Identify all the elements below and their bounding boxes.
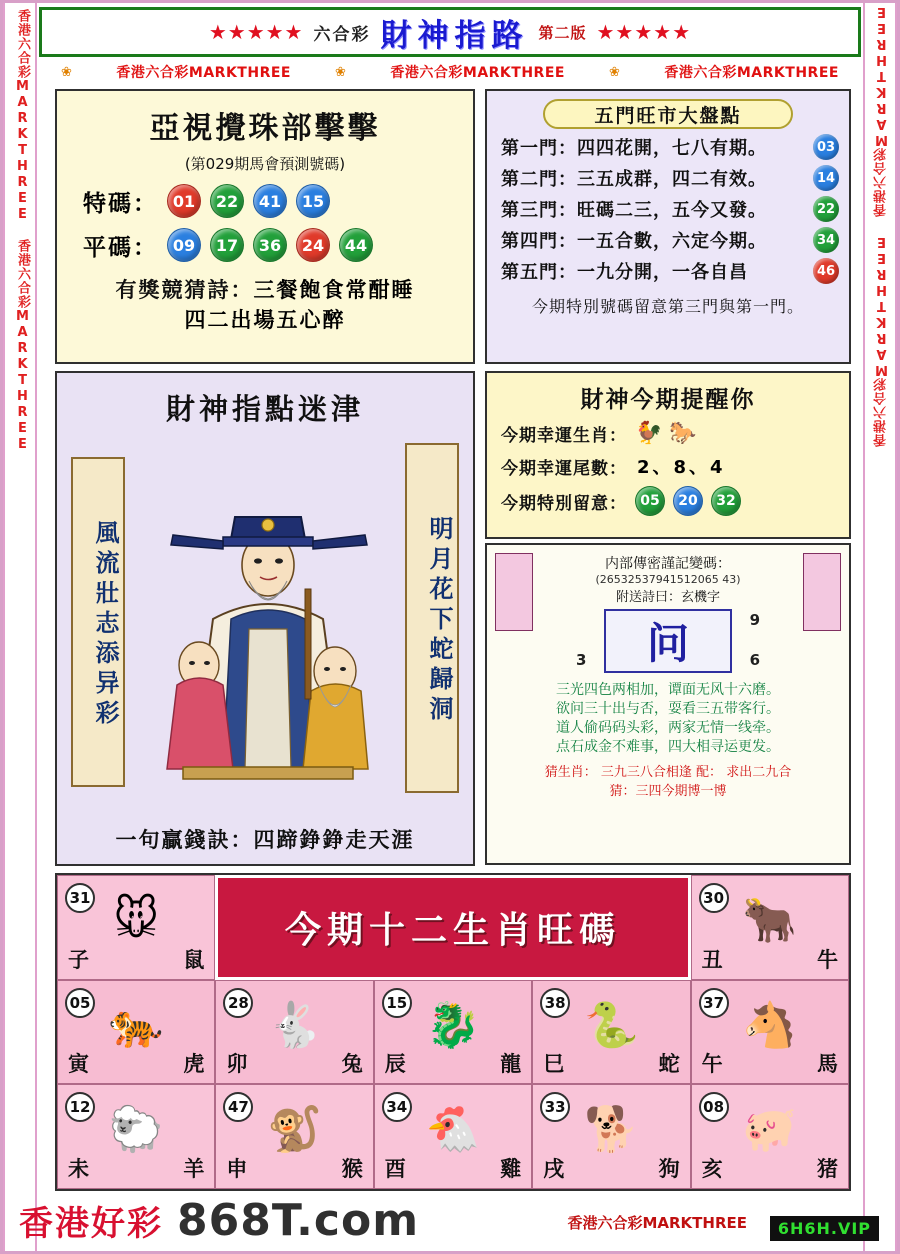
bottom-watermark-bar [3,1189,897,1251]
gate-ball: 14 [813,165,839,191]
zodiac-number: 33 [540,1092,570,1122]
lucky-zodiac-row [501,421,849,446]
banner-item: 香港六合彩MARKTHREE [116,65,291,81]
zodiac-cell-rat[interactable] [57,875,215,980]
secret-red-line: 猜生肖： 三九三八合相逢 配： 求出二九合 [544,765,792,780]
lucky-tail-row [501,453,849,479]
rabbit-icon: 🐇 [267,999,322,1051]
special-watch-row [501,486,849,516]
zodiac-cell-dog[interactable] [532,1084,690,1189]
five-gates-title: 五門旺市大盤點 [543,99,793,129]
special-ball: 41 [253,184,287,218]
special-ball: 15 [296,184,330,218]
mystic-character: 问 [604,609,732,673]
normal-number-row [57,228,473,262]
horse-icon: 🐴 [742,999,798,1051]
flower-icon: ❀ [61,64,73,80]
zodiac-branch: 丑 [701,947,723,972]
zodiac-cell-snake[interactable] [532,980,690,1085]
watermark-domain: 868T.com [177,1194,420,1246]
zodiac-branch: 午 [701,1052,723,1077]
zodiac-grid-panel [55,873,851,1191]
zodiac-branch: 子 [68,947,89,972]
zodiac-name: 馬 [816,1052,838,1077]
reminder-title: 財神今期提醒你 [580,387,756,413]
dragon-icon: 🐉 [425,999,481,1051]
left-marquee-strip [3,3,37,1251]
lucky-tail-value: 2、8、4 [637,457,726,478]
corner-number-bottom-right: 6 [749,651,760,669]
secret-code-panel [485,543,851,865]
pig-icon: 🐖 [742,1104,798,1156]
normal-ball: 09 [167,228,201,262]
zodiac-branch: 巳 [543,1052,565,1077]
zodiac-branch: 亥 [701,1156,723,1181]
banner-item: 香港六合彩MARKTHREE [390,65,565,81]
zodiac-name: 龍 [500,1052,522,1077]
poem-text-1: 三餐飽食常酣睡 [253,278,415,302]
zodiac-name: 猴 [341,1156,363,1181]
gate-text: 第二門：三五成群，四二有效。 [501,169,767,190]
zodiac-name: 蛇 [658,1052,680,1077]
secret-poem-line: 欲问三十出与否，耍看三五带客行。 [556,701,780,717]
zodiac-number: 15 [382,988,412,1018]
normal-ball: 36 [253,228,287,262]
zodiac-branch: 寅 [68,1052,89,1077]
gate-text: 第一門：四四花開，七八有期。 [501,138,767,159]
rooster-icon: 🐔 [425,1104,481,1156]
prediction-panel [55,89,475,364]
zodiac-name: 兔 [341,1052,363,1077]
lucky-zodiac-label: 今期幸運生肖： [501,426,627,446]
poem-label: 有獎競猜詩： [115,278,254,302]
zodiac-branch: 未 [68,1156,89,1181]
door-god-right-icon [803,553,841,631]
prediction-title: 亞視攪珠部擊擊 [149,111,381,146]
gate-ball: 22 [813,196,839,222]
zodiac-number: 31 [65,883,95,913]
right-marquee-strip [863,3,897,1251]
page-header [39,7,861,57]
zodiac-branch: 申 [226,1156,248,1181]
zodiac-number: 08 [699,1092,729,1122]
normal-ball: 44 [339,228,373,262]
gate-ball: 03 [813,134,839,160]
secret-poem [487,681,849,757]
stars-left-icon: ★★★★★ [208,20,304,44]
snake-icon: 🐍 [583,999,639,1051]
zodiac-number: 05 [65,988,95,1018]
gate-ball: 34 [813,227,839,253]
gate-row [501,134,839,160]
wealth-god-illustration [153,469,383,799]
monkey-icon: 🐒 [267,1104,322,1156]
flower-icon: ❀ [334,64,347,80]
special-number-row [57,184,473,218]
dog-icon: 🐕 [583,1104,639,1156]
zodiac-number: 47 [223,1092,253,1122]
header-subtitle: 六合彩 [313,24,371,45]
zodiac-branch: 辰 [384,1052,406,1077]
watermark-left: 香港好彩 [19,1203,163,1244]
special-label: 特碼： [83,190,158,217]
zodiac-name: 鼠 [183,947,205,972]
gate-text: 第五門：一九分開，一各自昌 [501,262,748,283]
bottom-tagline: 香港六合彩MARKTHREE [567,1214,747,1232]
secret-code-numbers: (26532537941512065 43) [595,573,741,586]
goat-icon: 🐑 [108,1104,164,1156]
top-banner [39,59,861,85]
zodiac-grid [57,875,849,1189]
gate-row [501,227,839,253]
gate-ball: 46 [813,258,839,284]
tiger-icon: 🐅 [108,999,164,1051]
door-god-left-icon [495,553,533,631]
zodiac-branch: 戌 [543,1156,565,1181]
normal-ball: 17 [210,228,244,262]
page-title: 財神指路 [380,17,529,54]
stars-right-icon: ★★★★★ [596,20,692,44]
zodiac-name: 虎 [183,1052,205,1077]
corner-number-left: 3 [576,651,587,669]
zodiac-branch: 酉 [384,1156,406,1181]
zodiac-cell-horse[interactable] [691,980,849,1085]
secret-red-line: 猜：三四今期博一博 [609,784,727,799]
secret-code-heading: 内部傳密謹記變碼： [605,556,731,572]
watch-ball: 05 [635,486,665,516]
zodiac-name: 狗 [658,1156,680,1181]
ox-icon: 🐂 [742,895,798,946]
zodiac-name: 雞 [500,1156,522,1181]
lucky-tail-label: 今期幸運尾數： [501,458,627,479]
corner-number-top-right: 9 [749,611,760,629]
zodiac-cell-rooster[interactable] [374,1084,532,1189]
zodiac-cell-monkey[interactable] [215,1084,373,1189]
zodiac-cell-ox[interactable] [691,875,849,980]
zodiac-name: 牛 [816,947,838,972]
zodiac-number: 37 [699,988,729,1018]
left-marquee-text: 香港六合彩MARKTHREE 香港六合彩MARKTHREE [15,9,30,453]
secret-poem-line: 三光四色两相加，谭面无风十六磨。 [556,682,780,698]
gate-text: 第三門：旺碼二三，五今又發。 [501,200,767,221]
gate-row [501,258,839,284]
gate-row [501,196,839,222]
site-badge: 6H6H.VIP [770,1216,879,1241]
zodiac-number: 30 [699,883,729,913]
reminder-panel [485,371,851,539]
gate-row [501,165,839,191]
poem-line-1 [57,274,473,304]
gate-text: 第四門：一五合數，六定今期。 [501,231,767,252]
special-watch-label: 今期特別留意： [501,493,627,514]
special-ball: 01 [167,184,201,218]
special-ball: 22 [210,184,244,218]
rooster-horse-icon: 🐓 🐎 [635,421,697,446]
watch-ball: 32 [711,486,741,516]
right-vertical-couplet: 明月花下蛇歸洞 [405,443,459,793]
left-vertical-couplet: 風流壯志添异彩 [71,457,125,787]
watch-ball: 20 [673,486,703,516]
zodiac-number: 12 [65,1092,95,1122]
zodiac-cell-pig[interactable] [691,1084,849,1189]
secret-poem-line: 点石成金不难事，四大相寻运更发。 [556,739,780,755]
normal-label: 平碼： [83,234,158,261]
secret-code-subheading: 附送詩曰：玄機字 [615,590,720,605]
zodiac-number: 28 [223,988,253,1018]
rat-icon: 🐭 [113,894,160,945]
normal-ball: 24 [296,228,330,262]
zodiac-cell-goat[interactable] [57,1084,215,1189]
zodiac-number: 34 [382,1092,412,1122]
banner-item: 香港六合彩MARKTHREE [664,65,839,81]
right-marquee-text: 香港六合彩MARKTHREE 香港六合彩MARKTHREE [874,3,889,447]
zodiac-branch: 卯 [226,1052,248,1077]
zodiac-cell-rabbit[interactable] [215,980,373,1085]
zodiac-name: 猪 [816,1156,838,1181]
zodiac-cell-dragon[interactable] [374,980,532,1085]
secret-poem-line: 道人偷码码头彩，两家无情一线牵。 [556,720,780,736]
poem-text-2: 四二出場五心醉 [184,308,346,332]
edition-label: 第二版 [538,23,587,42]
five-gates-panel [485,89,851,364]
wealth-god-title: 財神指點迷津 [165,392,364,426]
zodiac-cell-tiger[interactable] [57,980,215,1085]
zodiac-name: 羊 [183,1156,205,1181]
flower-icon: ❀ [608,64,621,80]
five-gates-footnote: 今期特別號碼留意第三門與第一門。 [531,297,804,316]
zodiac-number: 38 [540,988,570,1018]
zodiac-banner: 今期十二生肖旺碼 [215,875,690,980]
prediction-subtitle: (第029期馬會預測號碼) [184,155,346,173]
secret-red-hints [487,763,849,801]
wealth-god-panel [55,371,475,866]
wealth-god-bottom-line: 一句贏錢訣：四蹄錚錚走天涯 [115,828,415,852]
